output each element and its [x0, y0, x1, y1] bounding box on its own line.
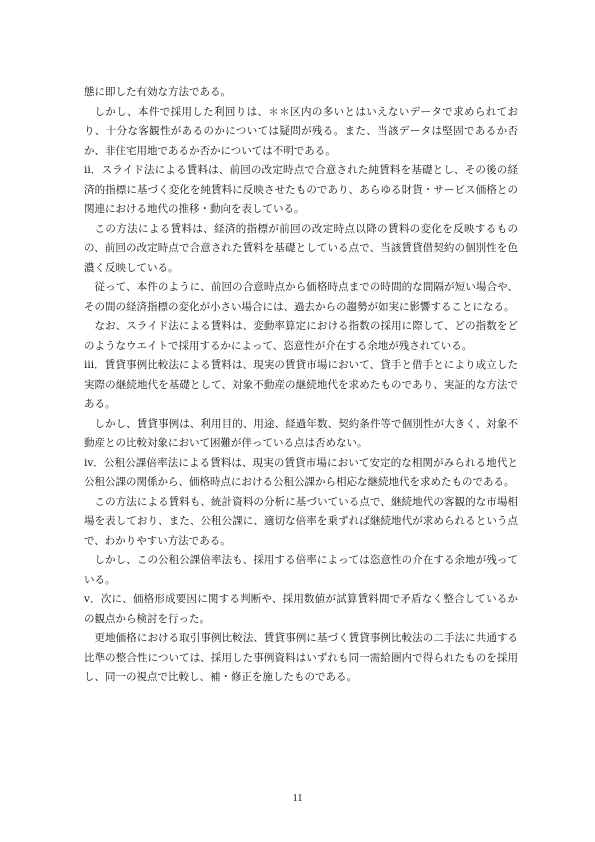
body-text [84, 83, 518, 688]
page-number: 11 [292, 793, 303, 804]
paragraph-rental-comparison-item: ⅲ．賃貸事例比較法による賃料は、現実の賃貸市場において、貸手と借手とにより成立した実際の継続地代を基礎として、対象不動産の継続地代を求めたものであり、実証的な方法である。 [84, 359, 518, 410]
paragraph-slide-method-trend: 従って、本件のように、前回の合意時点から価格時点までの時間的な間隔が短い場合や、その間の経済指標の変化が小さい場合には、過去からの趨勢が如実に影響することになる。 [84, 281, 519, 313]
paragraph-rental-comparison-critique: しかし、賃貸事例は、利用目的、用途、経過年数、契約条件等で個別性が大きく、対象不動産との比較対象において困難が伴っている点は否めない。 [84, 417, 518, 449]
paragraph-tax-multiplier-critique: しかし、この公租公課倍率法も、採用する倍率によっては恣意性の介在する余地が残っている。 [84, 554, 518, 586]
paragraph-continuation: 態に即した有効な方法である。 [84, 86, 231, 98]
paragraph-consistency-check-item: ⅴ．次に、価格形成要因に関する判断や、採用数値が試算賃料間で矛盾なく整合しているかの観点から検討を行った。 [84, 593, 518, 625]
paragraph-slide-method-index: なお、スライド法による賃料は、変動率算定における指数の採用に際して、どの指数をどのようなウエイトで採用するかによって、恣意性が介在する余地が残されている。 [84, 320, 518, 352]
paragraph-slide-method-individuality: この方法による賃料は、経済的指標が前回の改定時点以降の賃料の変化を反映するものの、前回の改定時点で合意された賃料を基礎としている点で、当該賃貸借契約の個別性を色濃く反映している。 [84, 222, 518, 274]
paragraph-yield-method-critique: しかし、本件で採用した利回りは、＊＊区内の多いとはいえないデータで求められており、十分な客観性があるのかについては疑問が残る。また、当該データは堅固であるか否か、非住宅用地であるか否かについては不明である。 [84, 105, 518, 157]
paragraph-tax-multiplier-merit: この方法による賃料も、統計資料の分析に基づいている点で、継続地代の客観的な市場相場を表しており、また、公租公課に、適切な倍率を乗ずれば継続地代が求められるという点で、わかりやすい方法である。 [84, 495, 518, 547]
paragraph-slide-method-item: ⅱ．スライド法による賃料は、前回の改定時点で合意された純賃料を基礎とし、その後の経済的指標に基づく変化を純賃料に反映させたものであり、あらゆる財貨・サービス価格との関連における地代の推移・動向を表している。 [84, 164, 518, 215]
paragraph-consistency-conclusion: 更地価格における取引事例比較法、賃貸事例に基づく賃貸事例比較法の二手法に共通する比準の整合性については、採用した事例資料はいずれも同一需給圏内で得られたものを採用し、同一の視点で比較し、補・修正を施したものである。 [84, 632, 518, 683]
paragraph-tax-multiplier-item: ⅳ．公租公課倍率法による賃料は、現実の賃貸市場において安定的な相関がみられる地代と公租公課の関係から、価格時点における公租公課から相応な継続地代を求めたものである。 [84, 456, 518, 488]
